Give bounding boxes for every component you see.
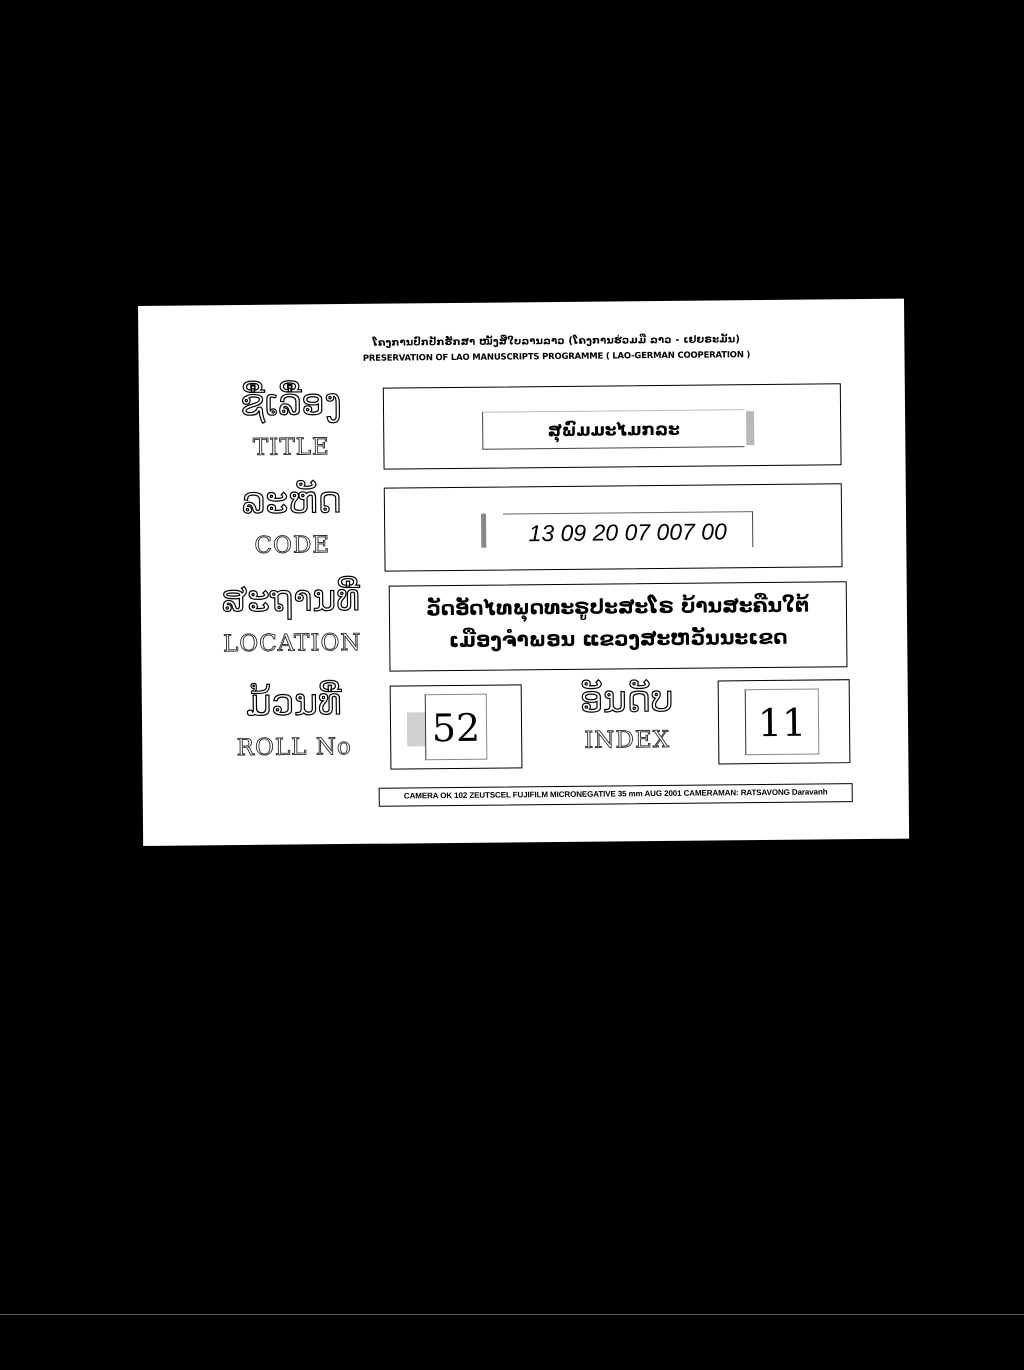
tape-mark	[481, 514, 486, 548]
title-value: ສຸພົມມະໄມກລະ	[482, 409, 744, 450]
camera-info-footer: CAMERA OK 102 ZEUTSCEL FUJIFILM MICRONEGATIVE 35 mm AUG 2001 CAMERAMAN: RATSAVONG Daravanh	[379, 783, 853, 807]
location-label-lao: ສະຖານທີ່	[221, 577, 361, 621]
index-label-english: INDEX	[584, 726, 671, 754]
roll-label-english: ROLL No	[236, 733, 352, 762]
header-lao-text: ໂຄງການປົກປັກຮັກສາ ໜັງສືໃບລານລາວ (ໂຄງການຮ່ວມມື ລາວ - ເຢຍຣະມັນ)	[372, 334, 741, 349]
code-value: 13 09 20 07 007 00	[503, 511, 753, 549]
code-box	[384, 483, 843, 571]
tape-mark	[746, 411, 754, 445]
index-number: 11	[745, 688, 820, 755]
roll-number: 52	[425, 694, 488, 761]
code-label-english: CODE	[254, 532, 331, 559]
scan-edge-line	[0, 1314, 1024, 1315]
manuscript-index-card	[138, 299, 909, 846]
header-english-text: PRESERVATION OF LAO MANUSCRIPTS PROGRAMME ( LAO-GERMAN COOPERATION )	[362, 350, 751, 364]
title-label-english: TITLE	[252, 434, 330, 461]
code-label-lao: ລະຫັດ	[241, 480, 342, 523]
index-label-lao: ອັນດັບ	[580, 678, 674, 721]
location-line-2: ເມືອງຈຳພອນ ແຂວງສະຫວັນນະເຂດ	[448, 624, 788, 653]
location-box	[389, 581, 848, 671]
roll-box	[390, 684, 523, 769]
index-box	[718, 679, 851, 764]
title-box	[383, 383, 842, 469]
roll-label-lao: ມ້ວນທີ່	[245, 682, 342, 724]
location-line-1: ວັດອັດໄທພຸດທະຣູປະສະໂຣ ບ້ານສະຄືນໃຕ້	[426, 592, 810, 621]
location-label-english: LOCATION	[222, 629, 362, 658]
card-header	[138, 333, 904, 366]
title-label-lao: ຊື່ເລື່ອງ	[239, 382, 342, 425]
